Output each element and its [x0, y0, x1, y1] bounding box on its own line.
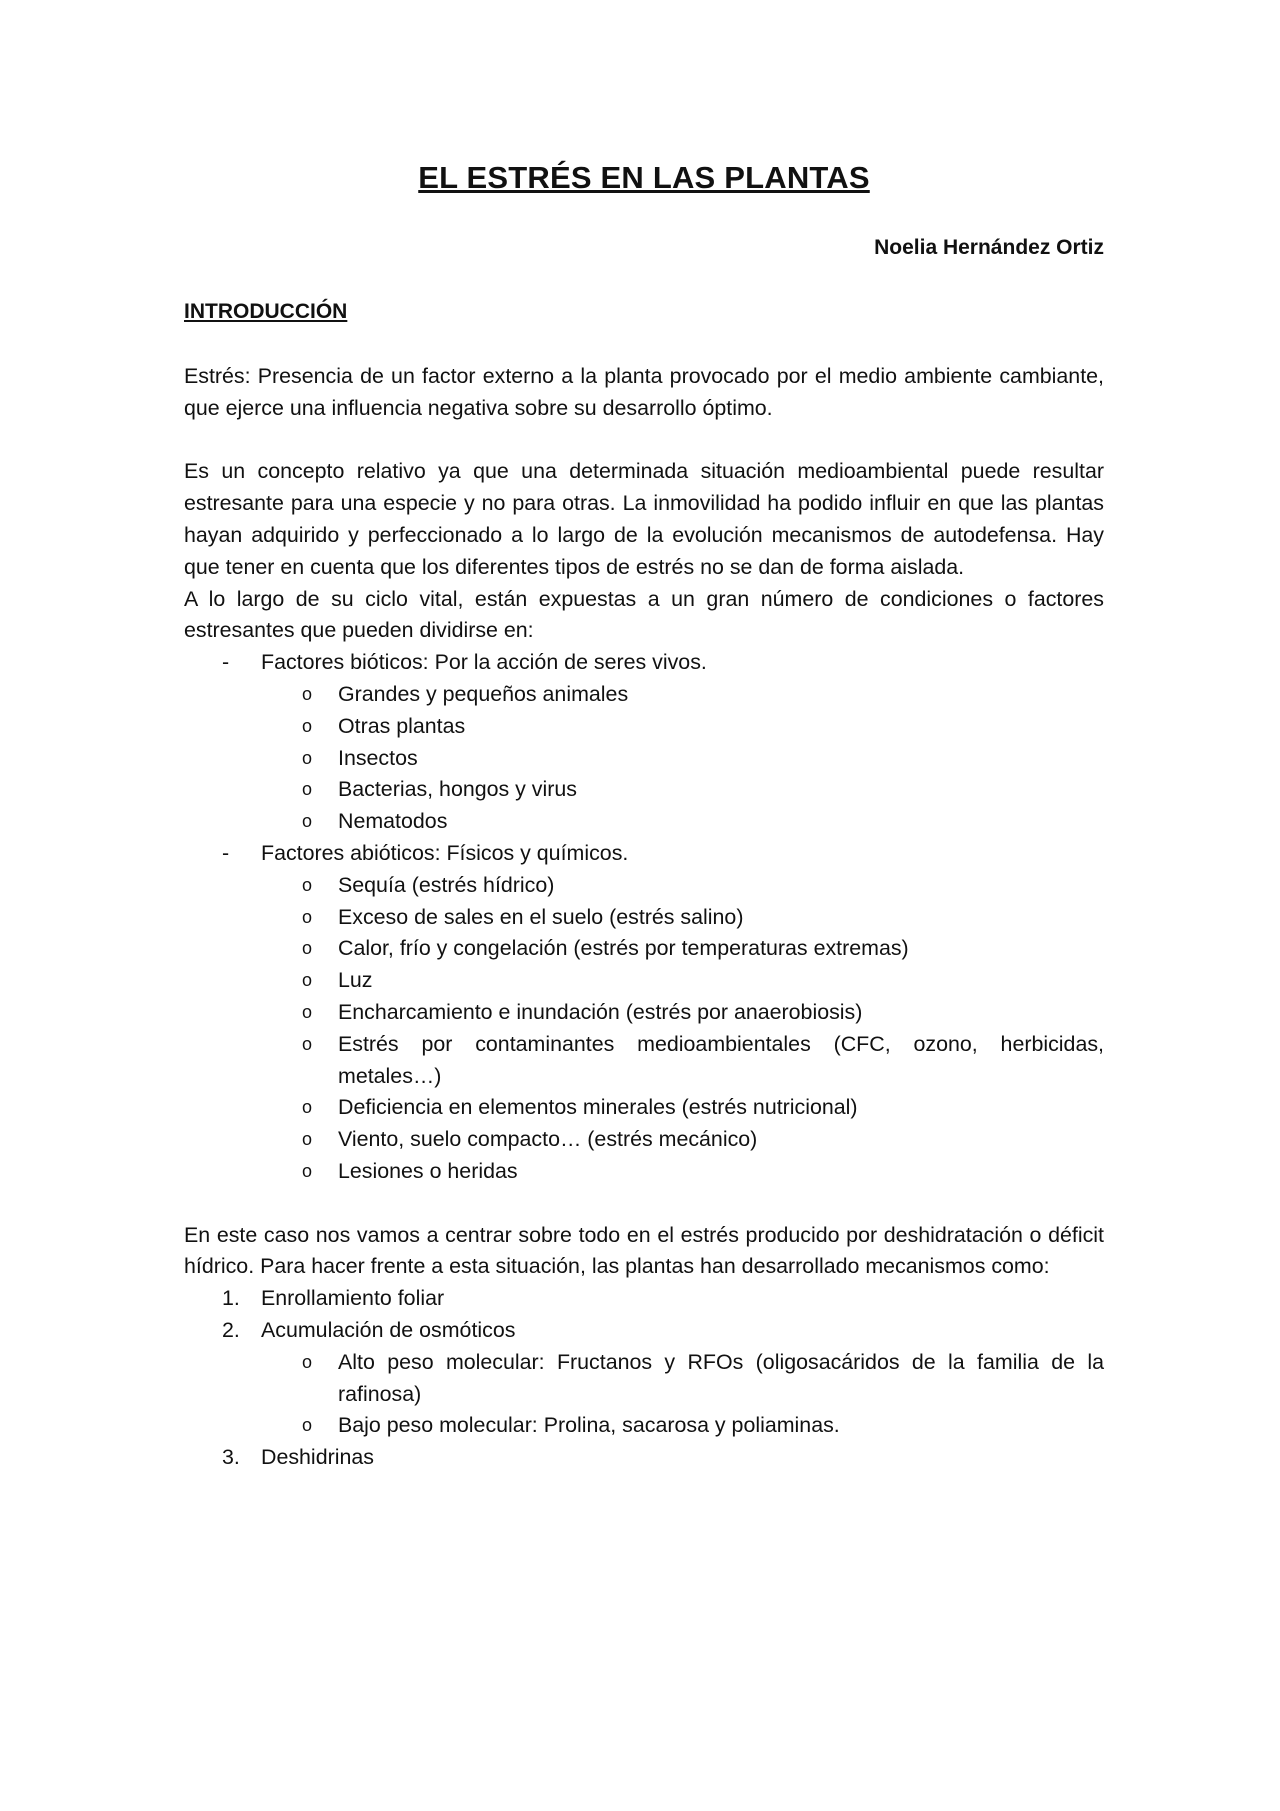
list-item-biotic	[184, 647, 1104, 679]
factors-list	[184, 647, 1104, 1188]
list-item: o Grandes y pequeños animales	[302, 681, 629, 706]
paragraph-definition: Estrés: Presencia de un factor externo a la planta provocado por el medio ambiente cambiante, que ejerce una influencia negativa sobre su desarrollo óptimo.	[184, 364, 1104, 420]
list-item: o Bacterias, hongos y virus	[302, 777, 577, 802]
list-item: o Bajo peso molecular: Prolina, sacarosa y poliaminas.	[302, 1413, 840, 1438]
document-body	[184, 361, 1104, 1474]
paragraph-dehydration: En este caso nos vamos a centrar sobre todo en el estrés producido por deshidratación o déficit hídrico. Para hacer frente a esta situación, las plantas han desarrollado mecanismos como:	[184, 1222, 1104, 1279]
list-item: o Luz	[302, 968, 373, 993]
list-item: o Deficiencia en elementos minerales (estrés nutricional)	[302, 1095, 858, 1120]
list-item: o Alto peso molecular: Fructanos y RFOs (oligosacáridos de la familia de la rafinosa)	[302, 1349, 1104, 1406]
paragraph-factors-intro: A lo largo de su ciclo vital, están expuestas a un gran número de condiciones o factores estresantes que pueden dividirse en:	[184, 586, 1104, 643]
mechanisms-list	[184, 1283, 1104, 1474]
list-item-mechanism-3: 3. Deshidrinas	[222, 1445, 374, 1470]
paragraph-concept: Es un concepto relativo ya que una determinada situación medioambiental puede resultar estresante para una especie y no para otras. La inmovilidad ha podido influir en que las plantas hayan adquirido y perfeccionado a lo largo de la evolución mecanismos de autodefensa. Hay que tener en cuenta que los diferentes tipos de estrés no se dan de forma aislada.	[184, 459, 1104, 579]
biotic-label: Factores bióticos: Por la acción de seres vivos.	[261, 650, 707, 675]
abiotic-label: Factores abióticos: Físicos y químicos.	[261, 840, 629, 865]
section-heading-introduccion: INTRODUCCIÓN	[184, 300, 348, 323]
dash-marker: -	[222, 840, 230, 865]
list-item: o Viento, suelo compacto… (estrés mecánico)	[302, 1127, 758, 1152]
document-title: EL ESTRÉS EN LAS PLANTAS	[418, 160, 870, 195]
list-item: o Estrés por contaminantes medioambientales (CFC, ozono, herbicidas, metales…)	[302, 1031, 1104, 1088]
list-item: o Calor, frío y congelación (estrés por temperaturas extremas)	[302, 936, 909, 961]
list-item: o Lesiones o heridas	[302, 1158, 518, 1183]
list-item-abiotic	[184, 838, 1104, 870]
dash-marker: -	[222, 650, 230, 675]
list-item: o Insectos	[302, 745, 418, 770]
list-item-mechanism-2: 2. Acumulación de osmóticos	[222, 1317, 516, 1342]
list-item-mechanism-1: 1. Enrollamiento foliar	[222, 1286, 445, 1311]
list-item: o Exceso de sales en el suelo (estrés salino)	[302, 904, 744, 929]
list-item: o Encharcamiento e inundación (estrés por anaerobiosis)	[302, 999, 863, 1024]
list-item: o Nematodos	[302, 809, 448, 834]
list-item: o Sequía (estrés hídrico)	[302, 872, 555, 897]
list-item: o Otras plantas	[302, 713, 466, 738]
author-name: Noelia Hernández Ortiz	[874, 236, 1104, 259]
